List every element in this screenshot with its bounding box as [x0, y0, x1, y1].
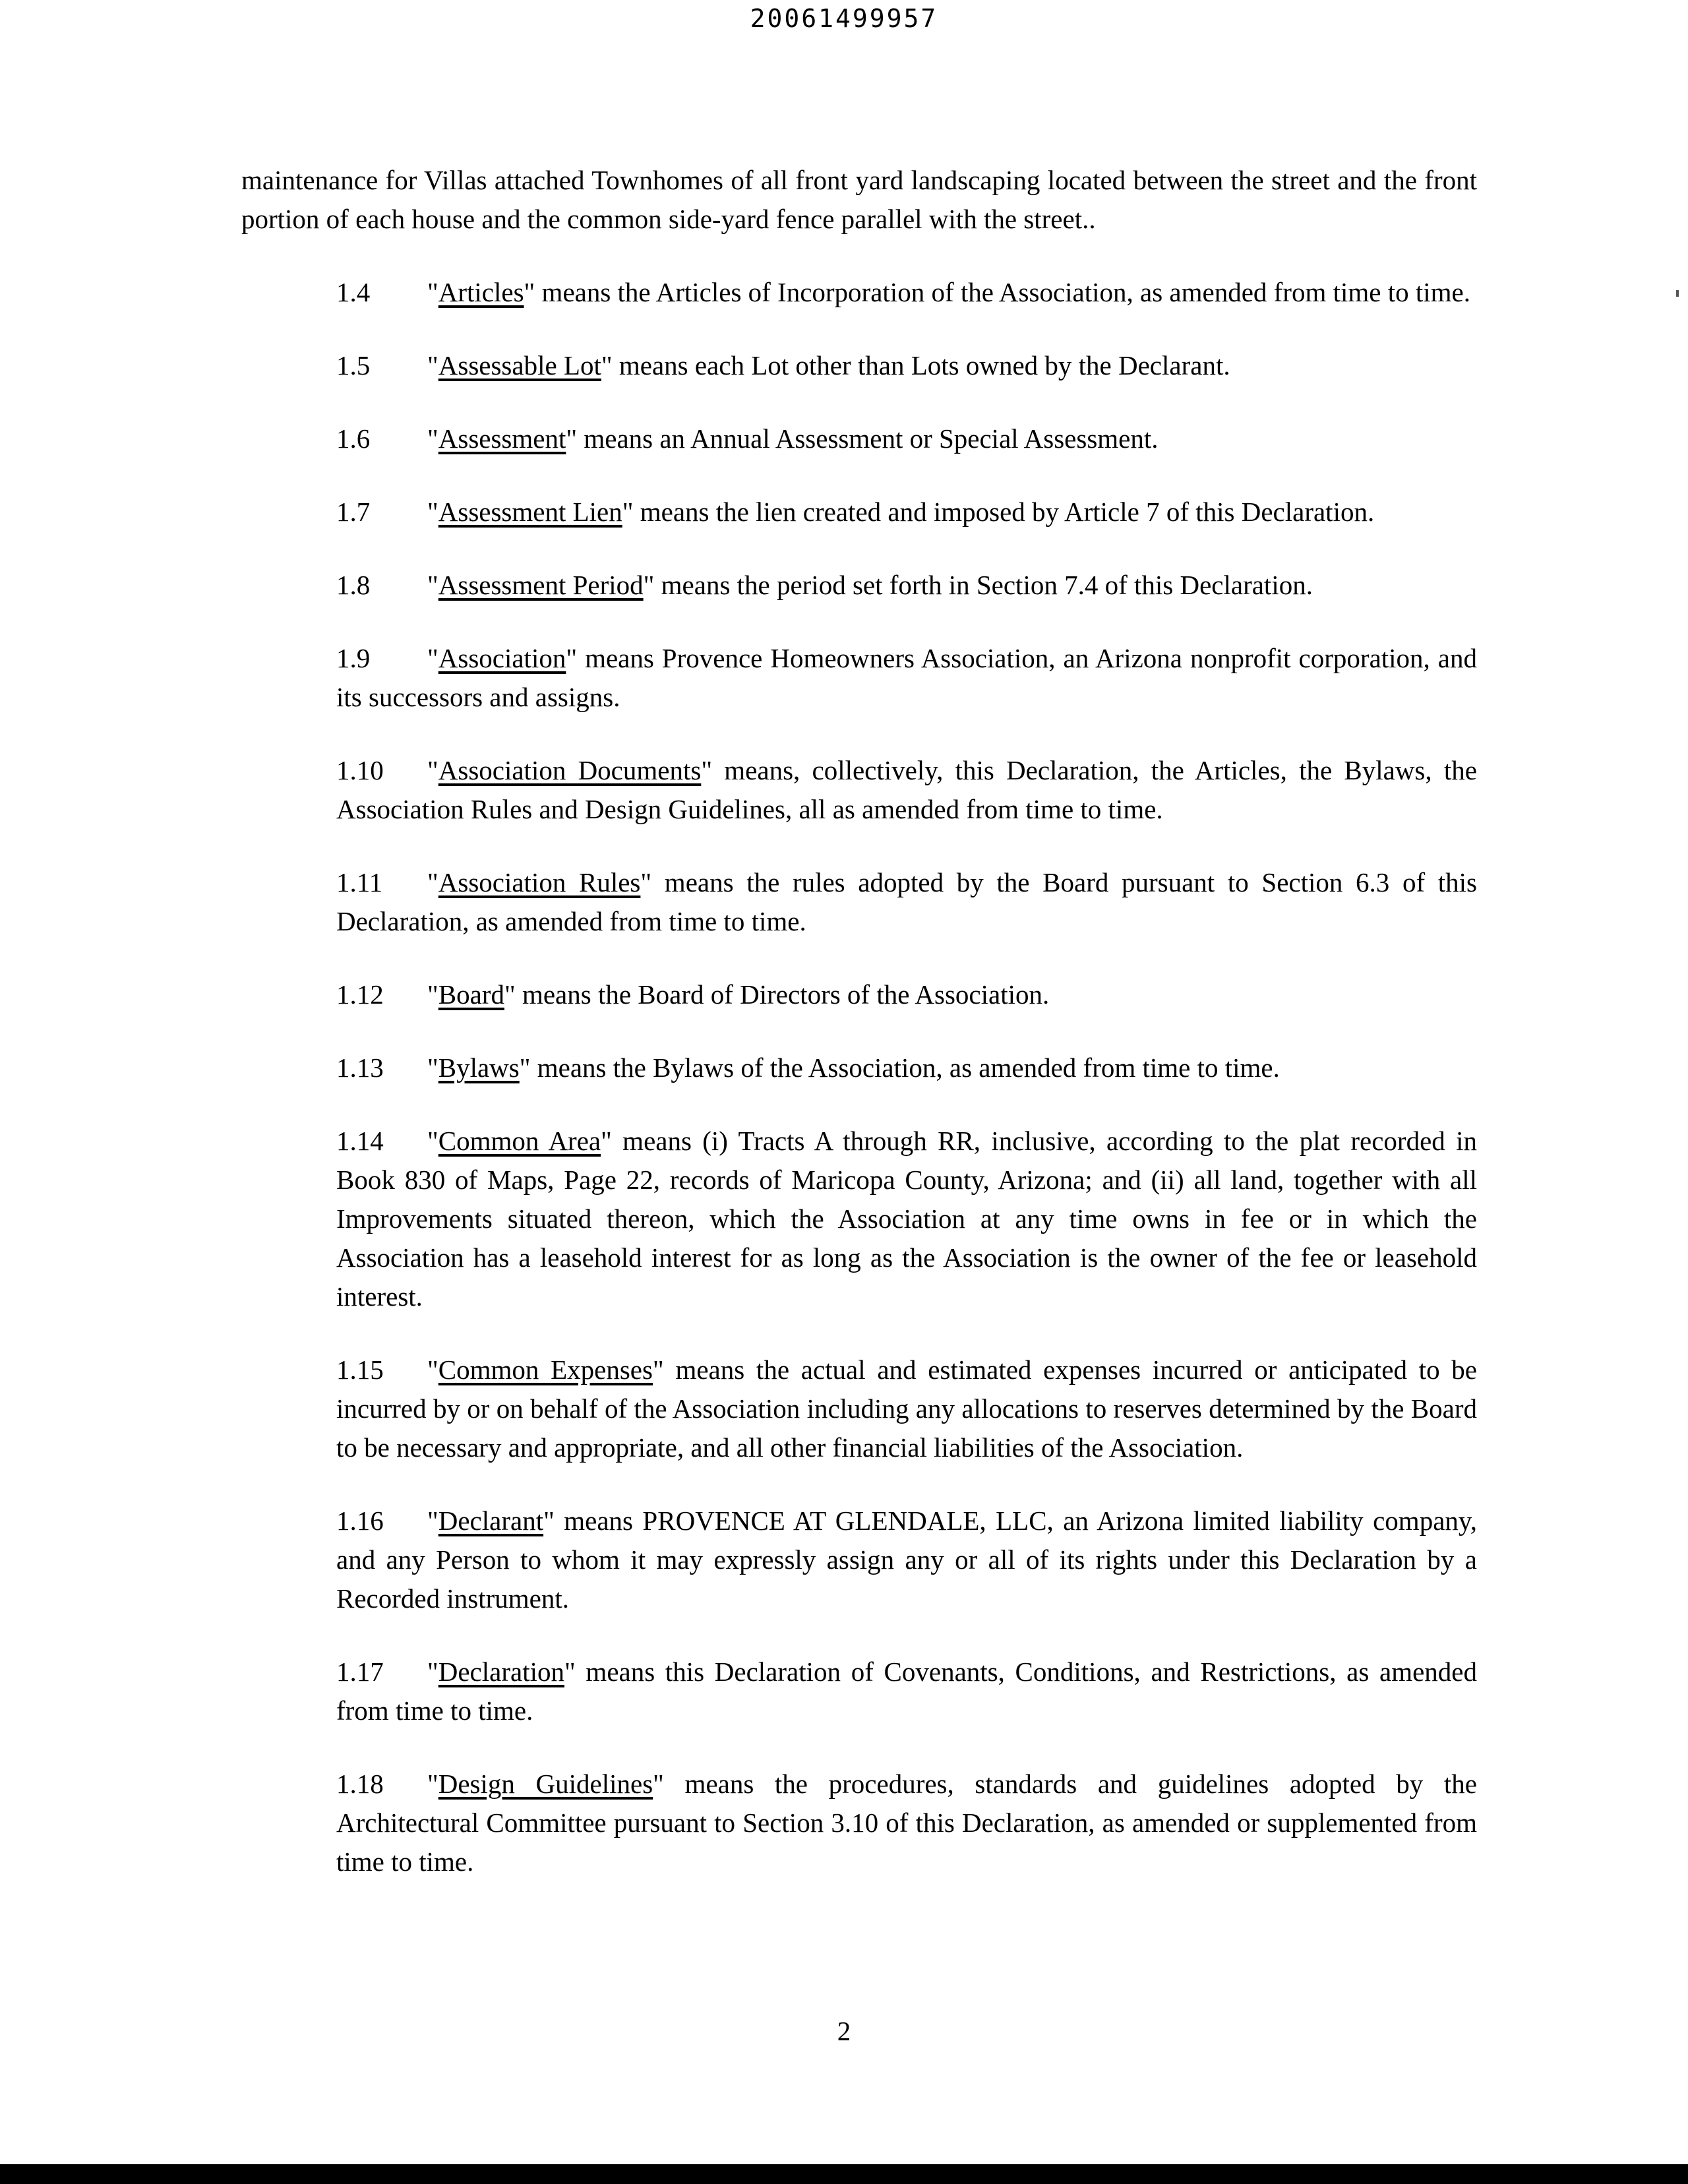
definition-paragraph: 1.17 "Declaration" means this Declaration of Covenants, Conditions, and Restrictions, as amended from time to time. — [241, 1653, 1477, 1730]
scan-bottom-border — [0, 2164, 1688, 2184]
definition-paragraph: 1.4 "Articles" means the Articles of Incorporation of the Association, as amended from time to time. — [241, 273, 1477, 312]
definition-paragraph: 1.11 "Association Rules" means the rules adopted by the Board pursuant to Section 6.3 of this Declaration, as amended from time to time. — [241, 863, 1477, 941]
defined-term: Assessment — [438, 423, 566, 454]
definition-text: means Provence Homeowners Association, an Arizona nonprofit corporation, and its successors and assigns. — [336, 643, 1477, 712]
defined-term: Common Area — [438, 1126, 601, 1156]
definition-text: means this Declaration of Covenants, Conditions, and Restrictions, as amended from time to time. — [336, 1656, 1477, 1726]
definition-paragraph: 1.9 "Association" means Provence Homeowners Association, an Arizona nonprofit corporation, and its successors and assigns. — [241, 639, 1477, 717]
intro-paragraph: maintenance for Villas attached Townhomes of all front yard landscaping located between the street and the front portion of each house and the common side-yard fence parallel with the street.. — [241, 165, 1477, 234]
section-number: 1.18 — [336, 1769, 384, 1799]
definition-paragraph: 1.8 "Assessment Period" means the period set forth in Section 7.4 of this Declaration. — [241, 566, 1477, 605]
definition-text: means an Annual Assessment or Special Assessment. — [584, 423, 1159, 454]
scan-artifact — [1676, 290, 1679, 297]
definition-text: means the lien created and imposed by Article 7 of this Declaration. — [640, 497, 1375, 527]
section-number: 1.6 — [336, 423, 371, 454]
definition-text: means the procedures, standards and guidelines adopted by the Architectural Committee pursuant to Section 3.10 of this Declaration, as amended or supplemented from time to time. — [336, 1769, 1477, 1877]
defined-term: Board — [438, 979, 504, 1010]
section-number: 1.14 — [336, 1126, 384, 1156]
defined-term: Assessment Period — [438, 570, 644, 600]
defined-term: Association Rules — [438, 867, 641, 897]
definition-paragraph: 1.13 "Bylaws" means the Bylaws of the Association, as amended from time to time. — [241, 1048, 1477, 1087]
section-number: 1.5 — [336, 350, 371, 380]
definition-text: means PROVENCE AT GLENDALE, LLC, an Arizona limited liability company, and any Person to whom it may expressly assign any or all of its rights under this Declaration by a Recorded instrument. — [336, 1505, 1477, 1614]
definition-paragraph: 1.14 "Common Area" means (i) Tracts A through RR, inclusive, according to the plat recorded in Book 830 of Maps, Page 22, records of Maricopa County, Arizona; and (ii) all land, together with all Improvements situated thereon, which the Association at any time owns in fee or in which the Association has a leasehold interest for as long as the Association is the owner of the fee or leasehold interest. — [241, 1122, 1477, 1316]
section-number: 1.8 — [336, 570, 371, 600]
section-number: 1.13 — [336, 1052, 384, 1083]
section-number: 1.10 — [336, 755, 384, 785]
definition-paragraph: 1.16 "Declarant" means PROVENCE AT GLENDALE, LLC, an Arizona limited liability company, and any Person to whom it may expressly assign any or all of its rights under this Declaration by a Recorded instrument. — [241, 1502, 1477, 1618]
defined-term: Articles — [438, 277, 524, 307]
definition-text: means the Articles of Incorporation of the Association, as amended from time to time. — [541, 277, 1470, 307]
definition-paragraph: 1.10 "Association Documents" means, collectively, this Declaration, the Articles, the Bylaws, the Association Rules and Design Guidelines, all as amended from time to time. — [241, 751, 1477, 829]
definition-text: means the actual and estimated expenses incurred or anticipated to be incurred by or on behalf of the Association including any allocations to reserves determined by the Board to be necessary and appropriate, and all other financial liabilities of the Association. — [336, 1354, 1477, 1463]
section-number: 1.12 — [336, 979, 384, 1010]
definition-paragraph: 1.5 "Assessable Lot" means each Lot other than Lots owned by the Declarant. — [241, 346, 1477, 385]
section-number: 1.7 — [336, 497, 371, 527]
section-number: 1.16 — [336, 1505, 384, 1536]
document-id: 20061499957 — [750, 4, 938, 33]
section-number: 1.11 — [336, 867, 383, 897]
definition-text: means the Bylaws of the Association, as amended from time to time. — [537, 1052, 1280, 1083]
page-number: 2 — [837, 2016, 851, 2046]
defined-term: Association — [438, 643, 566, 673]
defined-term: Assessment Lien — [438, 497, 622, 527]
definition-text: means the Board of Directors of the Association. — [522, 979, 1050, 1010]
definition-text: means the period set forth in Section 7.4 of this Declaration. — [661, 570, 1313, 600]
defined-term: Common Expenses — [438, 1354, 653, 1385]
defined-term: Declarant — [438, 1505, 544, 1536]
definitions-list — [241, 273, 1477, 1881]
defined-term: Declaration — [438, 1656, 564, 1687]
definition-text: means (i) Tracts A through RR, inclusive, according to the plat recorded in Book 830 of Maps, Page 22, records of Maricopa County, Arizona; and (ii) all land, together with all Improvements situated thereon, which the Association at any time owns in fee or in which the Association has a leasehold interest for as long as the Association is the owner of the fee or leasehold interest. — [336, 1126, 1477, 1312]
defined-term: Assessable Lot — [438, 350, 601, 380]
defined-term: Design Guidelines — [438, 1769, 653, 1799]
definition-text: means each Lot other than Lots owned by the Declarant. — [618, 350, 1230, 380]
section-number: 1.9 — [336, 643, 371, 673]
section-number: 1.17 — [336, 1656, 384, 1687]
definition-paragraph: 1.7 "Assessment Lien" means the lien created and imposed by Article 7 of this Declaration. — [241, 493, 1477, 531]
definition-text: means, collectively, this Declaration, the Articles, the Bylaws, the Association Rules and Design Guidelines, all as amended from time to time. — [336, 755, 1477, 824]
definition-paragraph: 1.15 "Common Expenses" means the actual and estimated expenses incurred or anticipated to be incurred by or on behalf of the Association including any allocations to reserves determined by the Board to be necessary and appropriate, and all other financial liabilities of the Association. — [241, 1350, 1477, 1467]
defined-term: Bylaws — [438, 1052, 520, 1083]
definition-text: means the rules adopted by the Board pursuant to Section 6.3 of this Declaration, as amended from time to time. — [336, 867, 1477, 936]
section-number: 1.15 — [336, 1354, 384, 1385]
definition-paragraph: 1.12 "Board" means the Board of Directors of the Association. — [241, 975, 1477, 1014]
definition-paragraph: 1.6 "Assessment" means an Annual Assessment or Special Assessment. — [241, 419, 1477, 458]
definition-paragraph: 1.18 "Design Guidelines" means the procedures, standards and guidelines adopted by the Architectural Committee pursuant to Section 3.10 of this Declaration, as amended or supplemented from time to time. — [241, 1765, 1477, 1881]
document-body — [241, 161, 1477, 1916]
defined-term: Association Documents — [438, 755, 702, 785]
section-number: 1.4 — [336, 277, 371, 307]
